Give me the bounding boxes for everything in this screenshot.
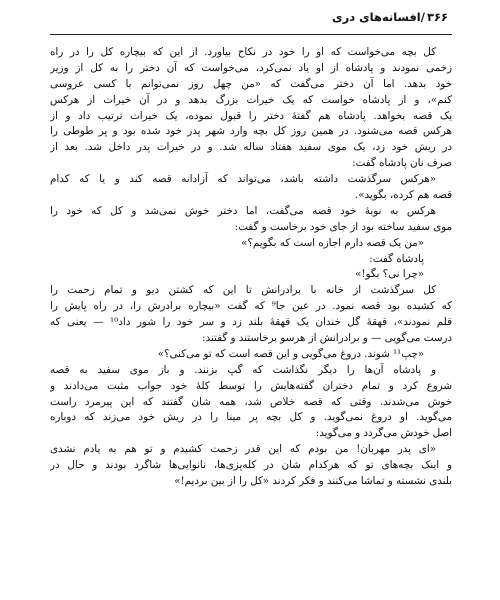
running-head: [50, 10, 452, 32]
text-line: هرکس قصه می‌شنود. در همین روز کل بچه وارد شهر پدر خود شده بود و پر طوطی را: [50, 125, 452, 138]
text-line: اصل خودش می‌گردد و می‌گوید:: [315, 427, 452, 440]
text-line: قصه هم کرده، بگوید».: [354, 189, 452, 202]
body-text: [50, 45, 452, 490]
text-line: و اینک بچه‌های تو که هرکدام شان در کله‌پزی‌ها، نانوایی‌ها شاگرد بودند و حال در: [50, 459, 452, 472]
text-line: هرکس به نوبهٔ خود قصه می‌گفت، اما دختر خوش نمی‌شد و کل که خود را: [50, 204, 436, 217]
text-line: درست می‌گویی — و برادرانش از هرسو برخاستند و گفتند:: [202, 332, 452, 345]
header-separator: /: [420, 10, 425, 24]
text-line: یک قصه بخواهد. پادشاه هم گفتهٔ دختر را قبول نموده، یک خیرات ترتیب داد و از: [50, 109, 452, 122]
book-title: افسانه‌های دری: [332, 10, 421, 24]
text-line: زخمی نمودند و پادشاه از او یاد نمی‌کرد، می‌خواست که آن دختر را به کل از وزیر: [50, 61, 452, 74]
text-line: خوش می‌شدند. وقتی که قصه خلاص شد، همه شان گفتند که این پیرمرد راست: [50, 395, 452, 408]
text-line: کل سرگذشت از خانه با برادرانش تا این که کشتن دیو و تمام زحمت را: [50, 284, 436, 297]
text-line: پادشاه گفت:: [369, 252, 424, 265]
page-number: ۳۶۶: [426, 10, 448, 24]
text-line: کل بچه می‌خواست که او را خود در نکاح بیاورد. از این که بیچاره کل را در راه: [50, 46, 436, 58]
text-line: «چرا نی؟ بگو!»: [355, 268, 424, 281]
text-line: و پادشاه آن‌ها را دیگر نگذاشت که گپ بزنند. و باز موی سفید به قصه: [50, 363, 436, 376]
text-line: می‌گوید. او دروغ نمی‌گوید. و کل بچه پر مینا را در ریش خود می‌زند که دوباره: [50, 411, 452, 424]
text-line: صرف نان پادشاه گفت:: [352, 157, 452, 170]
text-line: بلندی نشسته و تماشا می‌کنند و فکر کردند «کل را از بین بردیم!»: [174, 475, 452, 488]
text-line: قلم نمودند»، قهقهٔ گل خندان یک قهقهٔ بلند زد و سر خود را شور داد¹⁰ — یعنی که: [50, 316, 452, 329]
text-line: «من یک قصه دارم اجازه است که بگویم؟»: [241, 236, 424, 249]
text-line: «چپ¹¹ شوند. دروغ می‌گویی و این قصه است که تو می‌کنی؟»: [157, 347, 424, 360]
text-line: «هرکس سرگذشت داشته باشد، می‌تواند که آزادانه قصه کند و یا که کدام: [50, 173, 436, 186]
text-line: شروع کرد و تمام دختران گفته‌هایش را توسط کلهٔ خود جواب مثبت می‌دادند و: [50, 379, 452, 392]
header-rule: [50, 34, 452, 35]
text-line: در ریش خود زد، یک موی سفید هفتاد ساله شد. و در خیرات پدر داخل شد. بعد از: [50, 141, 452, 154]
text-line: «ای پدر مهربان! من بودم که این قدر زحمت کشیدم و تو هم به یادم نشدی: [50, 443, 436, 456]
text-line: کنم»، و از پادشاه خواست که یک خیرات بزرگ بدهد و در آن خیرات از هرکس: [50, 93, 452, 106]
text-line: موی سفید ساخته بود از جای خود برخاست و گفت:: [234, 220, 452, 233]
text-line: که کشیده بود قصه نمود. در عین جا⁹ که گفت «بیچاره برادرش را، در راه پایش را: [50, 300, 452, 313]
text-line: خود بدهد. اما آن دختر می‌گفت که «من چهل روز نمی‌توانم با کسی عروسی: [50, 77, 452, 90]
